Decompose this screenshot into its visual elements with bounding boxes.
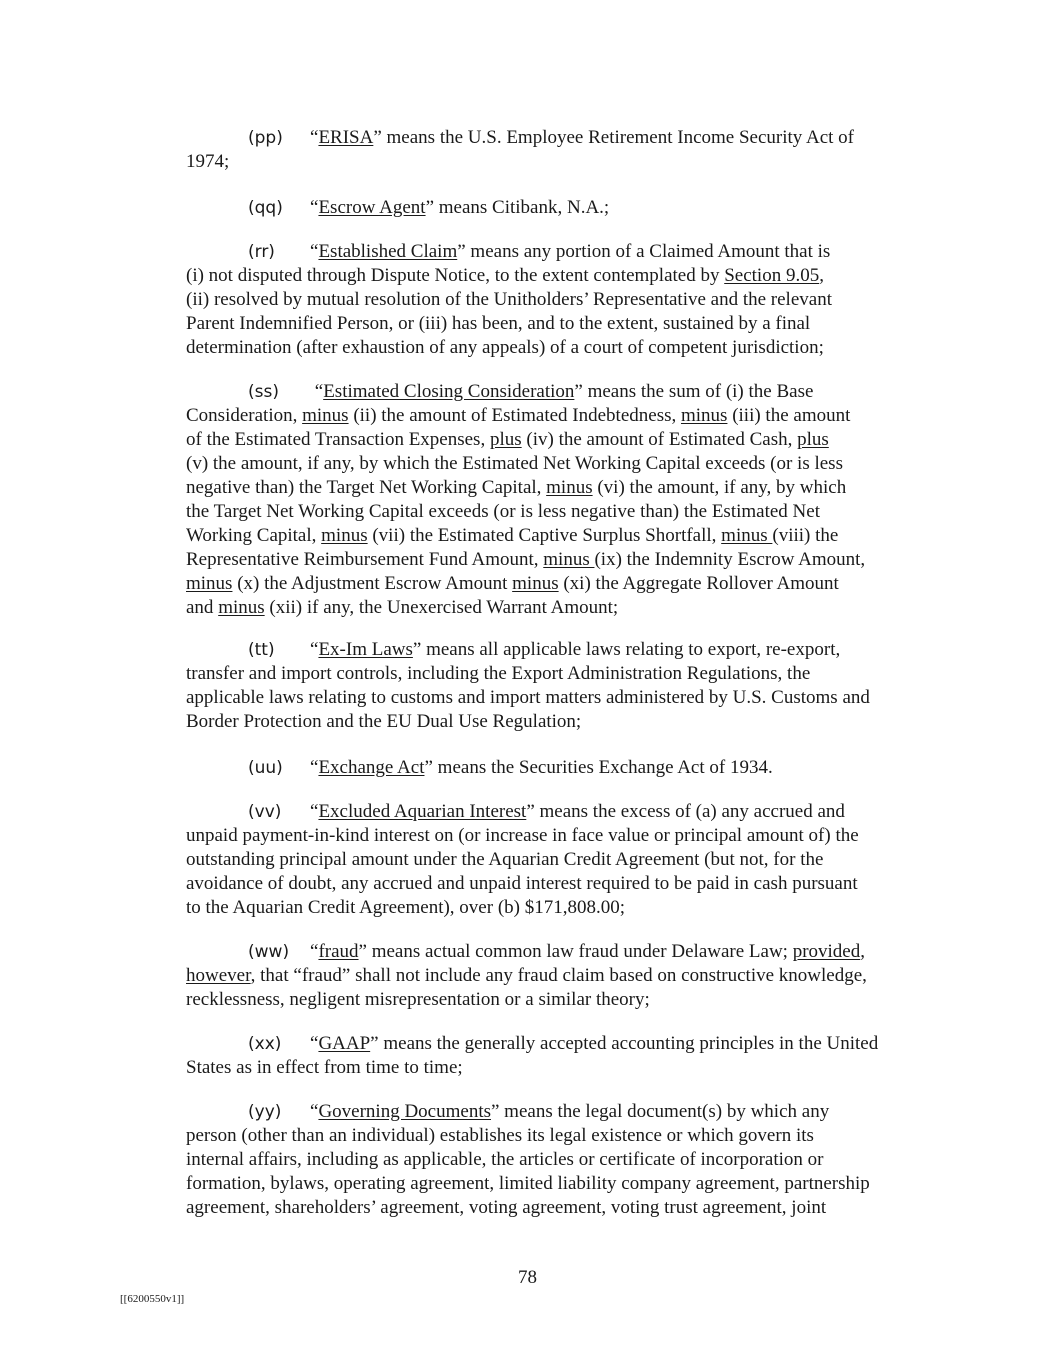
- underlined-term: Excluded Aquarian Interest: [318, 801, 527, 822]
- definition-label: (qq): [248, 198, 283, 218]
- underlined-term: fraud: [318, 941, 359, 962]
- underlined-term: Escrow Agent: [318, 197, 426, 218]
- definition-text: avoidance of doubt, any accrued and unpaid interest required to be paid in cash pursuant: [186, 873, 858, 894]
- underlined-term: minus: [512, 573, 559, 594]
- definition-label: (uu): [248, 758, 283, 778]
- definition-text: ” means Citibank, N.A.;: [425, 197, 610, 218]
- definition-label: (ww): [248, 942, 290, 962]
- definition-label: (vv): [248, 802, 282, 822]
- definition-text: (iii) the amount: [727, 405, 851, 426]
- underlined-term: minus: [721, 525, 773, 546]
- definition-text: (iv) the amount of Estimated Cash,: [521, 429, 798, 450]
- definition-text: negative than) the Target Net Working Capital,: [186, 477, 547, 498]
- definition-text: unpaid payment-in-kind interest on (or increase in face value or principal amount of) the: [186, 825, 859, 846]
- underlined-term: however: [186, 965, 251, 986]
- document-id: [[6200550v1]]: [120, 1293, 185, 1305]
- underlined-term: ERISA: [318, 127, 374, 148]
- definition-text: ,: [860, 941, 865, 962]
- definition-text: applicable laws relating to customs and import matters administered by U.S. Customs and: [186, 687, 870, 708]
- underlined-term: minus: [321, 525, 368, 546]
- definition-text: “: [310, 241, 319, 262]
- definition-text: person (other than an individual) establishes its legal existence or which govern its: [186, 1125, 814, 1146]
- definition-text: “: [310, 1101, 319, 1122]
- definition-text: “: [310, 1033, 319, 1054]
- definition-label: (pp): [248, 128, 283, 148]
- definition-paragraph: [186, 800, 938, 920]
- underlined-term: Governing Documents: [318, 1101, 491, 1122]
- definition-text: , that “fraud” shall not include any fraud claim based on constructive knowledge,: [250, 965, 867, 986]
- definition-text: recklessness, negligent misrepresentation or a similar theory;: [186, 989, 650, 1010]
- definition-text: ” means actual common law fraud under Delaware Law;: [358, 941, 793, 962]
- definition-text: (vii) the Estimated Captive Surplus Shortfall,: [367, 525, 722, 546]
- definition-text: (ii) the amount of Estimated Indebtedness,: [348, 405, 681, 426]
- definition-text: “: [310, 757, 319, 778]
- definition-paragraph: [186, 196, 938, 220]
- definition-paragraph: [186, 940, 938, 1012]
- definition-paragraph: [186, 1100, 938, 1220]
- page-number: 78: [518, 1267, 537, 1288]
- underlined-term: plus: [489, 429, 522, 450]
- underlined-term: provided: [792, 941, 861, 962]
- definition-text: (xii) if any, the Unexercised Warrant Amount;: [264, 597, 619, 618]
- definition-text: Representative Reimbursement Fund Amount,: [186, 549, 544, 570]
- definition-text: to the Aquarian Credit Agreement), over (b) $171,808.00;: [186, 897, 626, 918]
- definition-text: (xi) the Aggregate Rollover Amount: [558, 573, 839, 594]
- definition-text: agreement, shareholders’ agreement, voting agreement, voting trust agreement, joint: [186, 1197, 827, 1218]
- definition-text: (ix) the Indemnity Escrow Amount,: [594, 549, 866, 570]
- definition-label: (yy): [248, 1102, 282, 1122]
- definition-text: “: [310, 127, 319, 148]
- underlined-term: GAAP: [318, 1033, 371, 1054]
- definition-text: ” means the legal document(s) by which any: [491, 1101, 830, 1122]
- definition-text: ” means all applicable laws relating to export, re-export,: [412, 639, 841, 660]
- definition-text: (ii) resolved by mutual resolution of the Unitholders’ Representative and the relevant: [186, 289, 832, 310]
- definition-text: internal affairs, including as applicable, the articles or certificate of incorporation or: [186, 1149, 824, 1170]
- definition-text: ,: [819, 265, 824, 286]
- underlined-term: Section 9.05: [724, 265, 820, 286]
- underlined-term: Exchange Act: [318, 757, 425, 778]
- underlined-term: Ex-Im Laws: [318, 639, 413, 660]
- definition-text: Working Capital,: [186, 525, 322, 546]
- definition-text: the Target Net Working Capital exceeds (or is less negative than) the Estimated Net: [186, 501, 820, 522]
- definition-text: 1974;: [186, 151, 230, 172]
- definition-text: of the Estimated Transaction Expenses,: [186, 429, 490, 450]
- definition-text: “: [310, 381, 324, 402]
- definition-label: (xx): [248, 1034, 282, 1054]
- definition-text: (i) not disputed through Dispute Notice, to the extent contemplated by: [186, 265, 725, 286]
- underlined-term: minus: [186, 573, 233, 594]
- definition-text: ” means the U.S. Employee Retirement Income Security Act of: [373, 127, 855, 148]
- underlined-term: Established Claim: [318, 241, 458, 262]
- definition-text: determination (after exhaustion of any appeals) of a court of competent jurisdiction;: [186, 337, 824, 358]
- definition-text: States as in effect from time to time;: [186, 1057, 463, 1078]
- definition-text: formation, bylaws, operating agreement, limited liability company agreement, partnership: [186, 1173, 870, 1194]
- definition-text: “: [310, 197, 319, 218]
- definition-text: and: [186, 597, 219, 618]
- definition-paragraph: [186, 638, 938, 734]
- definition-paragraph: [186, 1032, 938, 1080]
- definition-label: (ss): [248, 382, 279, 402]
- definition-label: (rr): [248, 242, 275, 262]
- definition-text: ” means the excess of (a) any accrued and: [526, 801, 845, 822]
- definition-text: (vi) the amount, if any, by which: [592, 477, 847, 498]
- definition-text: transfer and import controls, including the Export Administration Regulations, the: [186, 663, 811, 684]
- definition-paragraph: [186, 380, 938, 620]
- definition-text: Parent Indemnified Person, or (iii) has been, and to the extent, sustained by a final: [186, 313, 811, 334]
- underlined-term: Estimated Closing Consideration: [323, 381, 575, 402]
- underlined-term: minus: [546, 477, 593, 498]
- definition-text: “: [310, 941, 319, 962]
- definition-text: Consideration,: [186, 405, 303, 426]
- definition-text: ” means the sum of (i) the Base: [574, 381, 814, 402]
- definition-text: ” means the Securities Exchange Act of 1934.: [424, 757, 773, 778]
- definition-text: Border Protection and the EU Dual Use Regulation;: [186, 711, 582, 732]
- underlined-term: minus: [302, 405, 349, 426]
- underlined-term: minus: [680, 405, 728, 426]
- definition-text: (x) the Adjustment Escrow Amount: [232, 573, 513, 594]
- definition-text: ” means the generally accepted accounting principles in the United: [370, 1033, 879, 1054]
- definition-text: (viii) the: [772, 525, 839, 546]
- definition-text: outstanding principal amount under the Aquarian Credit Agreement (but not, for the: [186, 849, 824, 870]
- underlined-term: plus: [797, 429, 829, 450]
- underlined-term: minus: [543, 549, 595, 570]
- definition-label: (tt): [248, 640, 275, 660]
- definition-text: “: [310, 639, 319, 660]
- definition-text: “: [310, 801, 319, 822]
- definition-text: ” means any portion of a Claimed Amount that is: [457, 241, 831, 262]
- definition-text: (v) the amount, if any, by which the Estimated Net Working Capital exceeds (or is less: [186, 453, 843, 474]
- definition-paragraph: [186, 756, 938, 780]
- definition-paragraph: [186, 240, 938, 360]
- definition-paragraph: [186, 126, 938, 174]
- underlined-term: minus: [218, 597, 265, 618]
